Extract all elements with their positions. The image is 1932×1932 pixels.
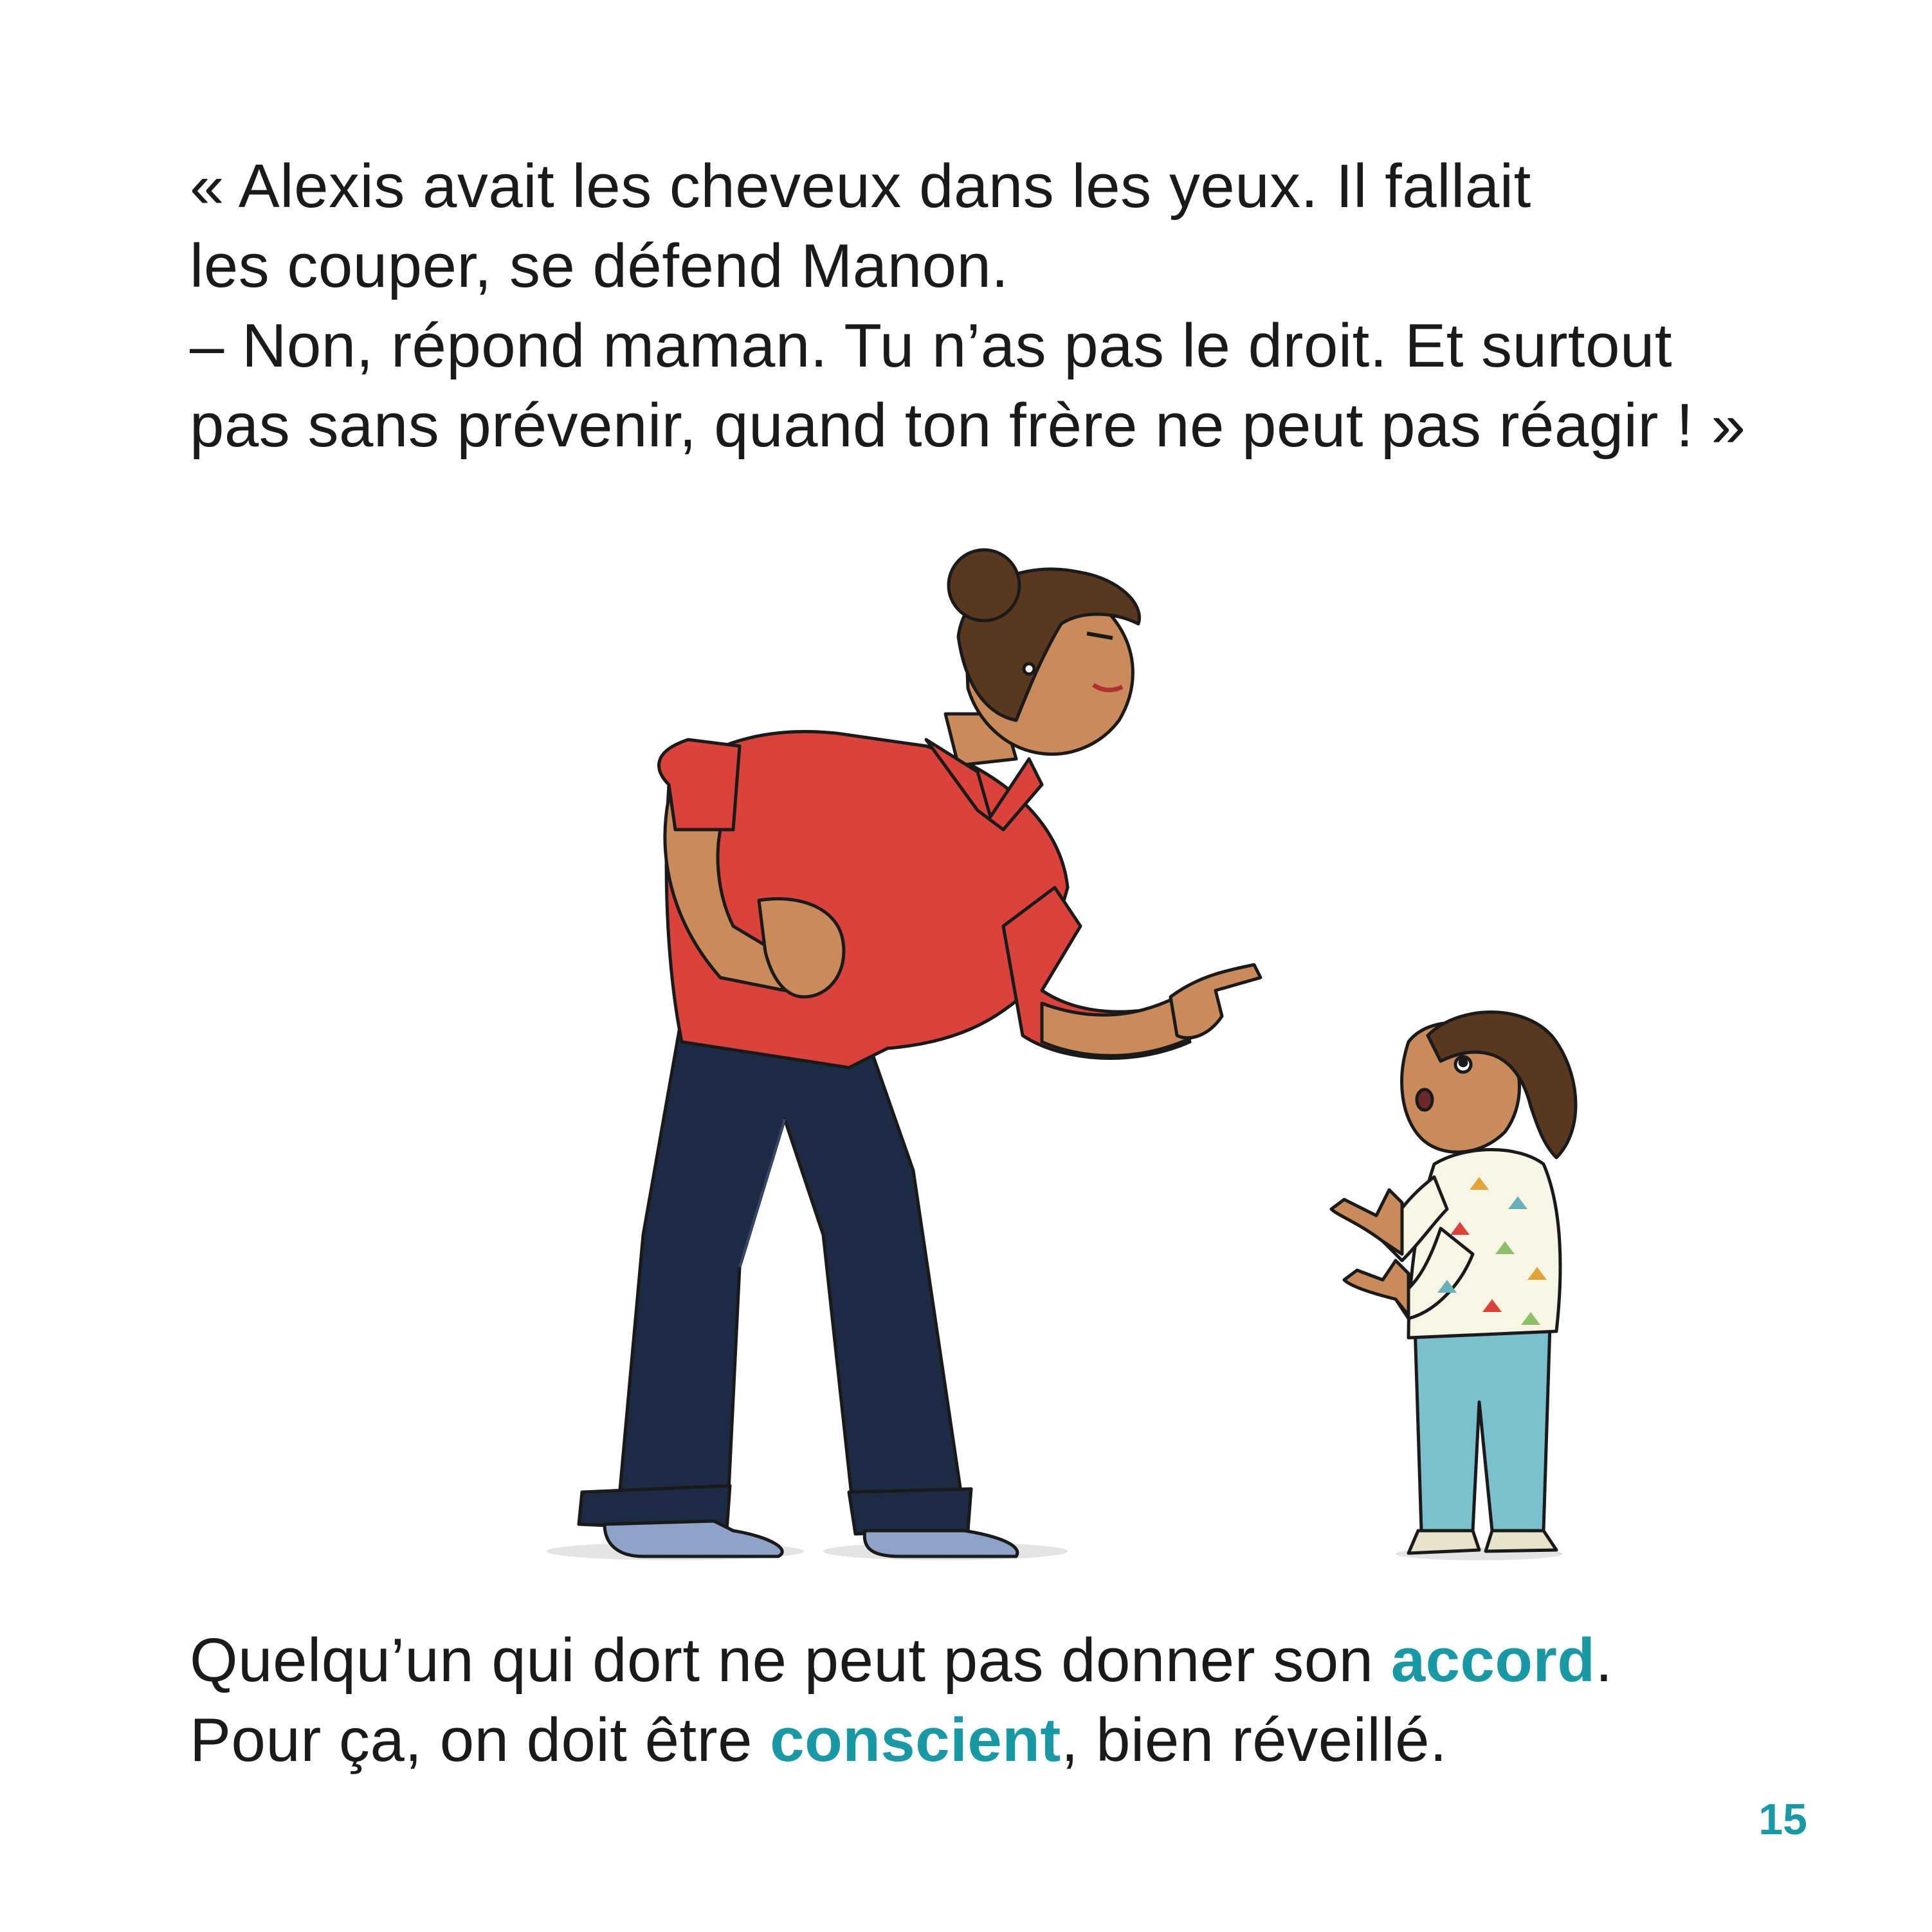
caption-text: , bien réveillé. bbox=[1061, 1706, 1448, 1774]
quote-line: les couper, se défend Manon. bbox=[190, 232, 1009, 300]
caption-line-1 bbox=[190, 1621, 1798, 1700]
caption-text: Quelqu’un qui dort ne peut pas donner son bbox=[190, 1626, 1391, 1695]
quote-line: « Alexis avait les cheveux dans les yeux. Il fallait bbox=[190, 152, 1531, 221]
mother-figure-icon bbox=[579, 550, 1261, 1556]
page-number: 15 bbox=[1758, 1795, 1807, 1844]
child-figure-icon bbox=[1331, 1012, 1576, 1553]
quote-line: – Non, répond maman. Tu n’as pas le droit. Et surtout bbox=[190, 311, 1673, 380]
keyword-accord: accord bbox=[1390, 1626, 1596, 1695]
quote-line: pas sans prévenir, quand ton frère ne peut pas réagir ! » bbox=[190, 391, 1746, 460]
lesson-caption bbox=[190, 1621, 1798, 1780]
caption-text: Pour ça, on doit être bbox=[190, 1706, 770, 1774]
scene-illustration bbox=[0, 527, 1932, 1595]
dialogue-quote bbox=[190, 147, 1798, 466]
keyword-conscient: conscient bbox=[770, 1706, 1061, 1774]
caption-text: . bbox=[1595, 1626, 1613, 1695]
caption-line-2 bbox=[190, 1700, 1798, 1780]
